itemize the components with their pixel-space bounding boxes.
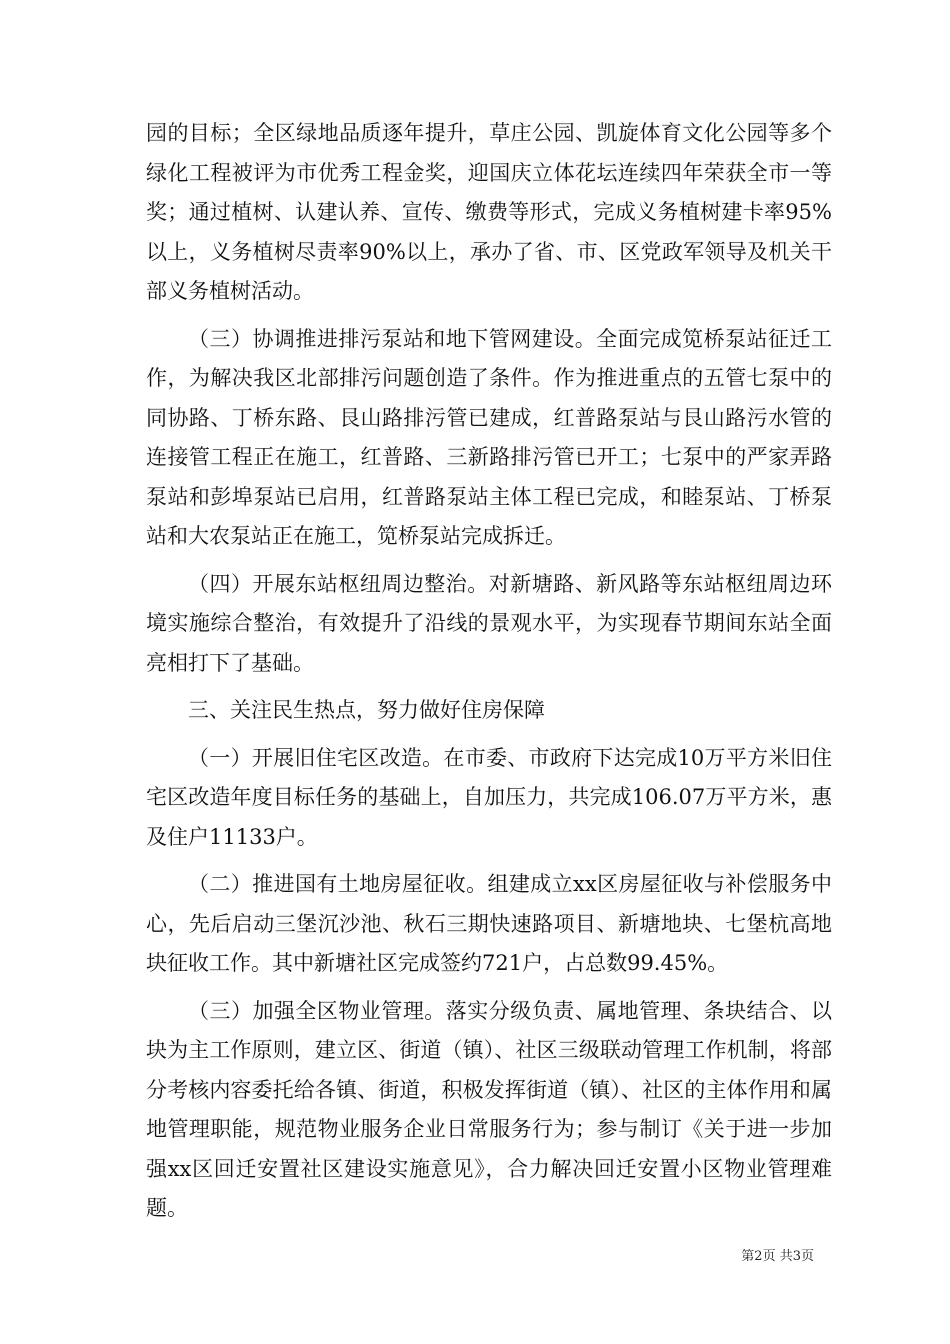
section-heading-housing: 三、关注民生热点，努力做好住房保障 (188, 698, 545, 722)
paragraph-sewage-pumps: （三）协调推进排污泵站和地下管网建设。全面完成笕桥泵站征迁工作，为解决我区北部排污问题创造了条件。作为推进重点的五管七泵中的同协路、丁桥东路、艮山路排污管已建成，红普路泵站与艮山路污水管的连接管工程正在施工，红普路、三新路排污管已开工；七泵中的严家弄路泵站和彭埠泵站已启用，红普路泵站主体工程已完成，和睦泵站、丁桥泵站和大农泵站正在施工，笕桥泵站完成拆迁。 (146, 326, 832, 548)
paragraph-greening: 园的目标；全区绿地品质逐年提升，草庄公园、凯旋体育文化公园等多个绿化工程被评为市优秀工程金奖，迎国庆立体花坛连续四年荣获全市一等奖；通过植树、认建认养、宣传、缴费等形式，完成义务植树建卡率95%以上，义务植树尽责率90%以上，承办了省、市、区党政军领导及机关干部义务植树活动。 (146, 121, 832, 303)
paragraph-property-management: （三）加强全区物业管理。落实分级负责、属地管理、条块结合、以块为主工作原则，建立区、街道（镇）、社区三级联动管理工作机制，将部分考核内容委托给各镇、街道，积极发挥街道（镇）、社区的主体作用和属地管理职能，规范物业服务企业日常服务行为；参与制订《关于进一步加强xx区回迁安置社区建设实施意见》，合力解决回迁安置小区物业管理难题。 (146, 998, 832, 1220)
paragraph-east-station: （四）开展东站枢纽周边整治。对新塘路、新风路等东站枢纽周边环境实施综合整治，有效提升了沿线的景观水平，为实现春节期间东站全面亮相打下了基础。 (146, 571, 832, 675)
paragraph-old-residential: （一）开展旧住宅区改造。在市委、市政府下达完成10万平方米旧住宅区改造年度目标任务的基础上，自加压力，共完成106.07万平方米，惠及住户11133户。 (146, 745, 832, 849)
footer-middle: 页 共 (762, 1249, 793, 1264)
footer-total-pages: 3 (792, 1249, 801, 1264)
footer-page-number: 2 (754, 1249, 763, 1264)
page-footer (741, 1248, 814, 1266)
footer-prefix: 第 (741, 1249, 755, 1264)
footer-suffix: 页 (800, 1249, 814, 1264)
paragraph-land-expropriation: （二）推进国有土地房屋征收。组建成立xx区房屋征收与补偿服务中心，先后启动三堡沉沙池、秋石三期快速路项目、新塘地块、七堡杭高地块征收工作。其中新塘社区完成签约721户，占总数99.45%。 (146, 872, 832, 975)
document-body (146, 114, 832, 1237)
